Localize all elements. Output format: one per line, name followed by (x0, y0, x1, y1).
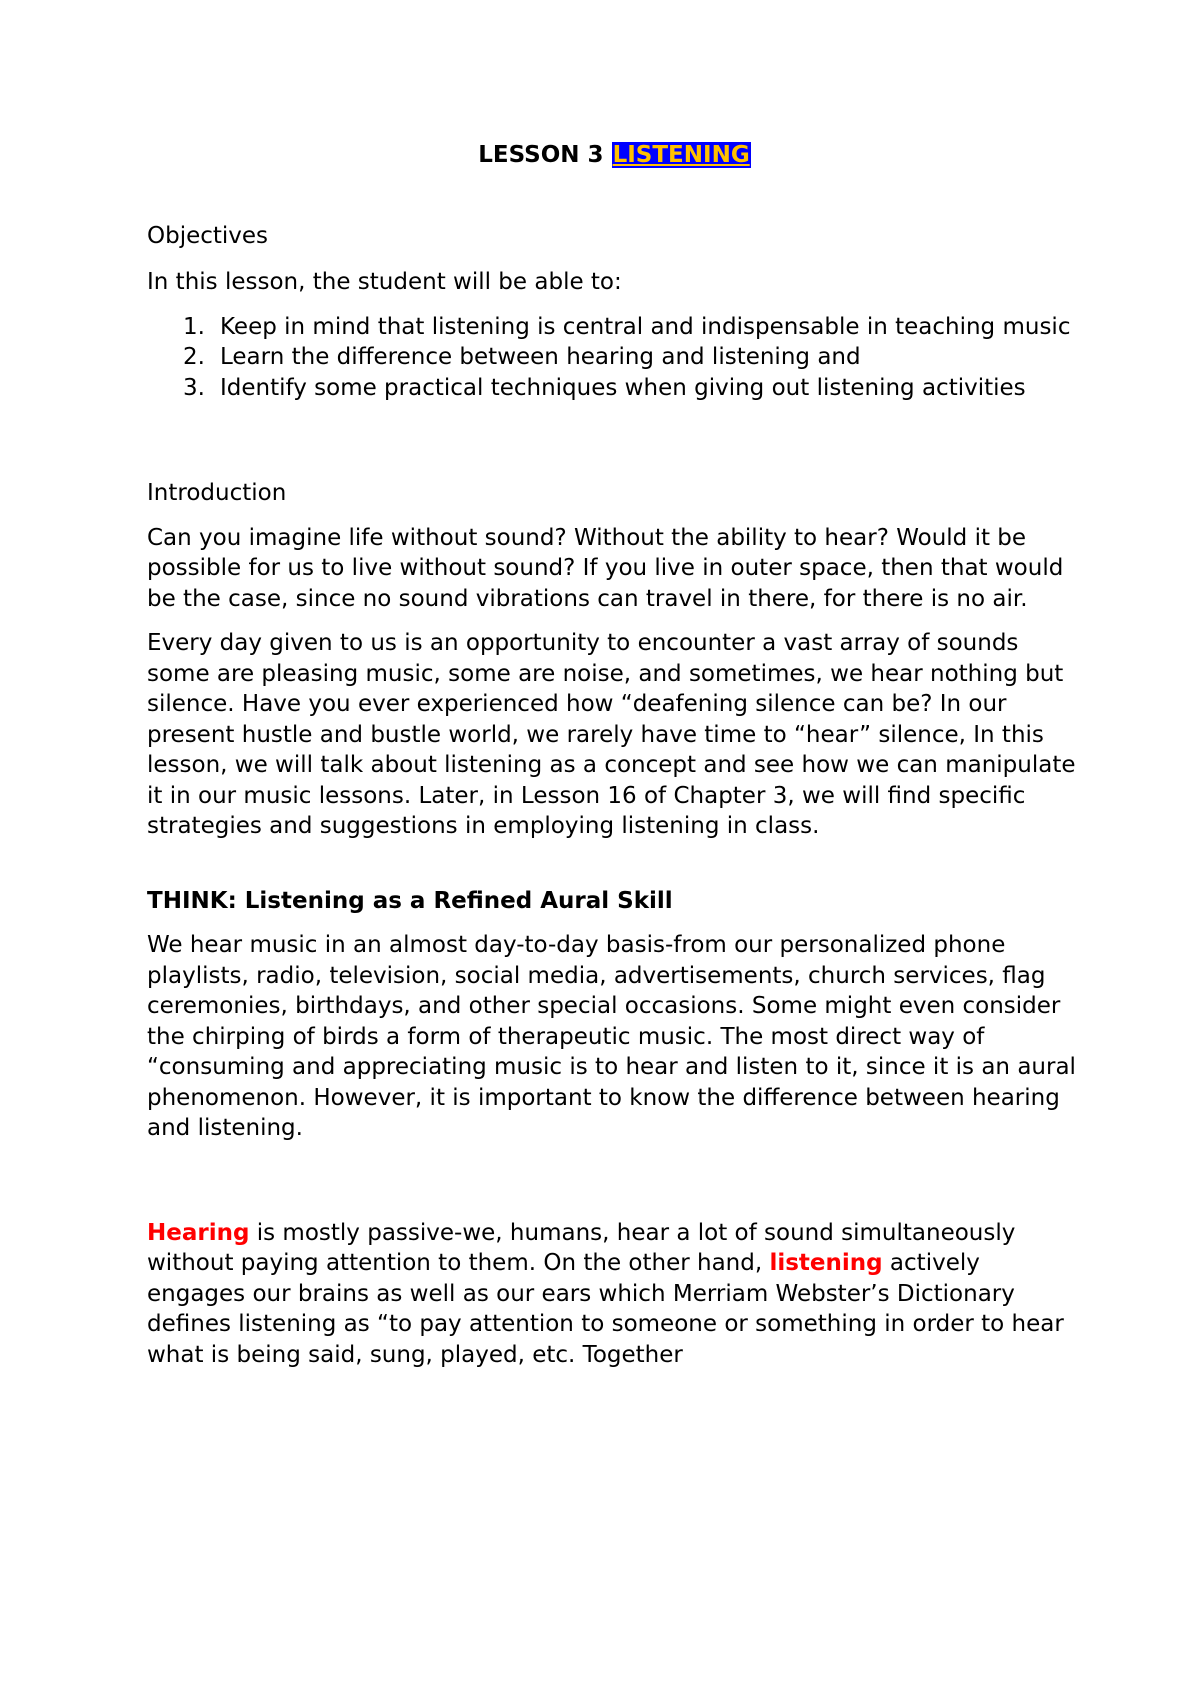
objective-item (147, 373, 1082, 404)
listening-term: listening (769, 1250, 883, 1276)
lesson-title (147, 140, 1082, 171)
objective-text: Keep in mind that listening is central and indispensable in teaching music (220, 313, 1071, 340)
objective-number: 1. (183, 313, 205, 340)
hearing-term: Hearing (147, 1219, 250, 1246)
think-paragraph: We hear music in an almost day-to-day basis-from our personalized phone playlists, radio, television, social media, advertisements, church services, flag ceremonies, birthdays, and other special occasions. Some might even consider the chirping of birds a form of therapeutic music. The most direct way of “consuming and appreciating music is to hear and listen to it, since it is an aural phenomenon. However, it is important to know the difference between hearing and listening. (147, 932, 1076, 1141)
objective-text: Identify some practical techniques when giving out listening activities (220, 374, 1026, 401)
objectives-list (147, 312, 1082, 404)
objective-text: Learn the difference between hearing and listening and (220, 344, 861, 370)
hearing-text: is mostly passive-we, humans, hear a lot of sound simultaneously without paying attention to them. On the other hand, (147, 1219, 1016, 1276)
objective-item (147, 312, 1082, 343)
objective-item (147, 342, 1082, 373)
objective-number: 2. (183, 344, 205, 370)
objectives-intro: In this lesson, the student will be able to: (147, 269, 622, 295)
think-heading: THINK: Listening as a Refined Aural Skill (147, 887, 673, 914)
introduction-paragraph: Every day given to us is an opportunity to encounter a vast array of sounds some are pleasing music, some are noise, and sometimes, we hear nothing but silence. Have you ever experienced how “deafening silence can be? In our present hustle and bustle world, we rarely have time to “hear” silence, In this lesson, we will talk about listening as a concept and see how we can manipulate it in our music lessons. Later, in Lesson 16 of Chapter 3, we will find specific strategies and suggestions in employing listening in class. (147, 630, 1076, 839)
objective-number: 3. (183, 374, 205, 401)
objectives-heading: Objectives (147, 222, 269, 249)
document-page (147, 140, 1082, 1370)
listening-text: actively engages our brains as well as our ears which Merriam Webster’s Dictionary defines listening as “to pay attention to someone or something in order to hear what is being said, sung, played, etc. Together (147, 1250, 1064, 1368)
hearing-paragraph (147, 1218, 1082, 1371)
lesson-title-highlight: LISTENING (612, 142, 750, 168)
introduction-heading: Introduction (147, 480, 287, 506)
lesson-title-prefix: LESSON 3 (478, 142, 604, 168)
introduction-paragraph: Can you imagine life without sound? Without the ability to hear? Would it be possible for us to live without sound? If you live in outer space, then that would be the case, since no sound vibrations can travel in there, for there is no air. (147, 524, 1064, 612)
